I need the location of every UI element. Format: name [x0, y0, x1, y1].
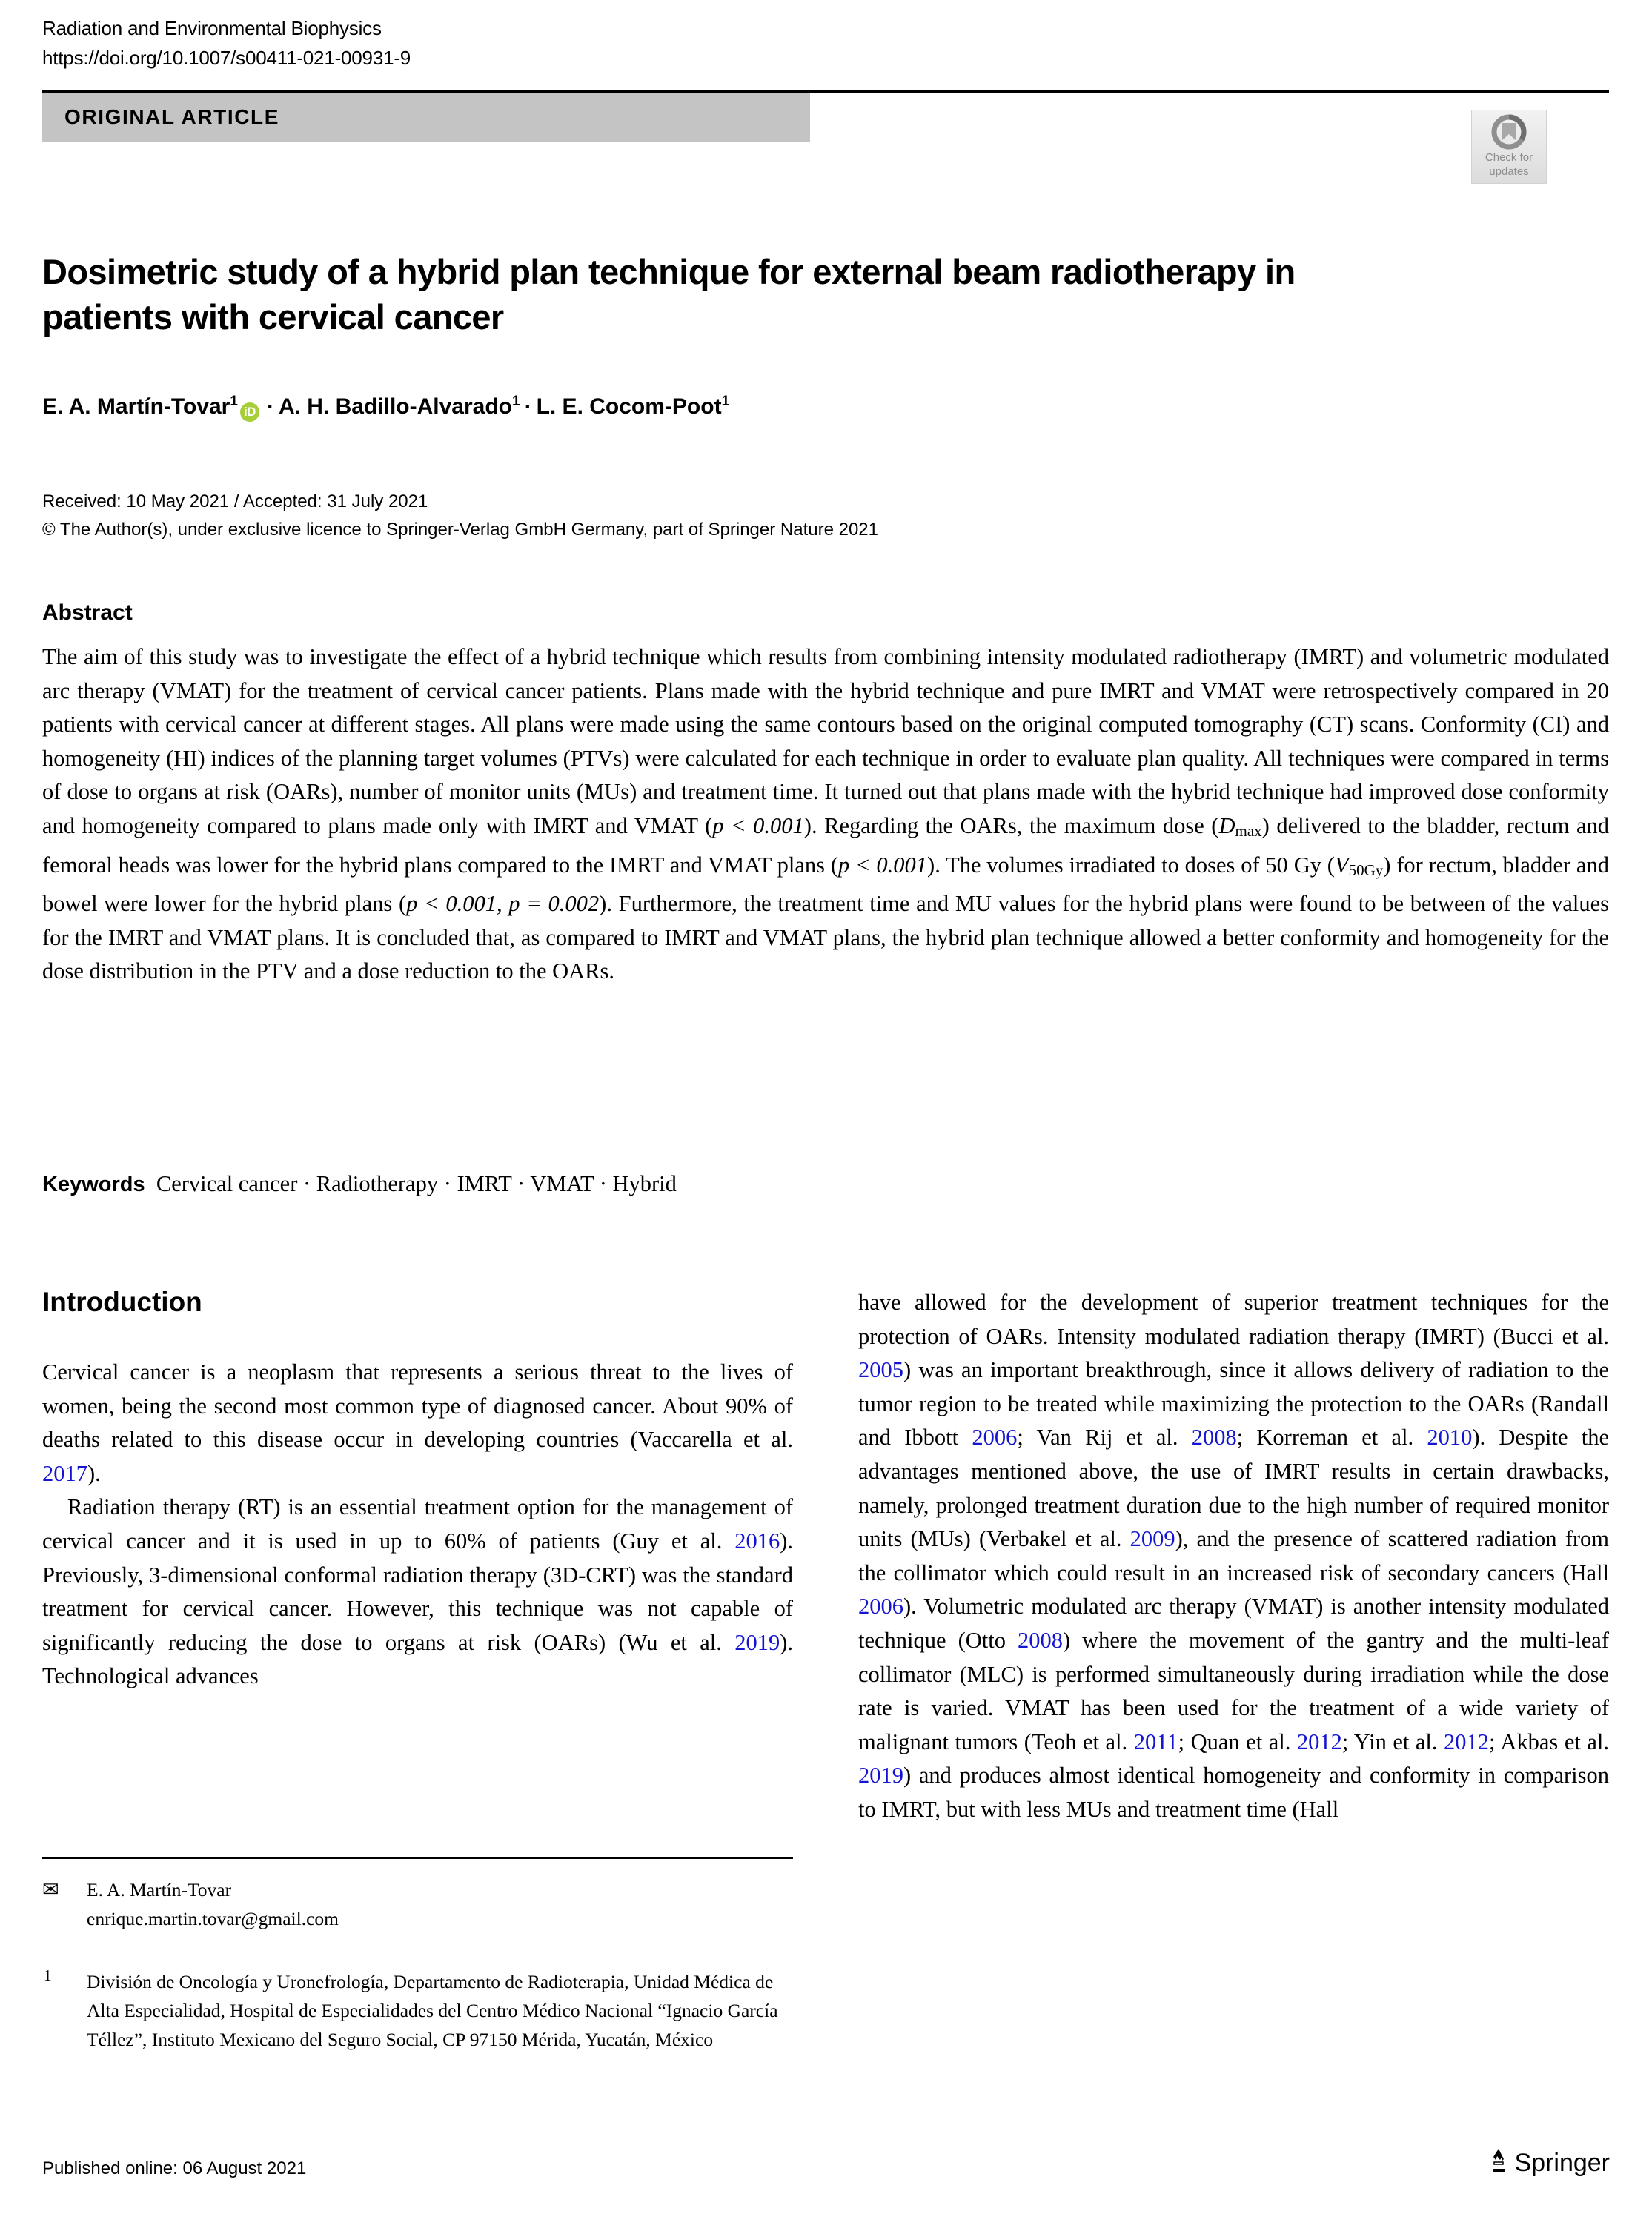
- text-run: ; Korreman et al.: [1236, 1425, 1427, 1451]
- paragraph: [858, 1286, 1609, 1827]
- abstract-pvalue-3: p < 0.001, p = 0.002: [406, 891, 600, 917]
- author-name-3[interactable]: L. E. Cocom-Poot: [536, 394, 722, 419]
- footnote-rule: [42, 1857, 793, 1859]
- crossmark-line1: Check for: [1485, 151, 1533, 164]
- citation-year[interactable]: 2011: [1133, 1728, 1178, 1754]
- affiliation-number: 1: [44, 1966, 52, 1984]
- keywords-list: Cervical cancer · Radiotherapy · IMRT · VMAT · Hybrid: [156, 1171, 677, 1196]
- text-run: ) where the movement of the gantry and the multi-leaf collimator (MLC) is performed simultaneously during irradiation while the dose rate is varied. VMAT has been used for the treatment of a wide variety of malignant tumors (Teoh et al.: [858, 1627, 1609, 1754]
- body-column-right: [858, 1286, 1609, 1827]
- author-separator-2: ·: [524, 394, 532, 419]
- citation-year[interactable]: 2012: [1296, 1728, 1342, 1754]
- running-head: [42, 13, 1080, 73]
- abstract-dmax-symbol: D: [1218, 812, 1235, 838]
- abstract-pvalue-2: p < 0.001: [837, 852, 928, 878]
- corresponding-author-email[interactable]: enrique.martin.tovar@gmail.com: [87, 1908, 339, 1929]
- author-affil-marker-3: 1: [721, 394, 730, 409]
- copyright-line: © The Author(s), under exclusive licence to Springer-Verlag GmbH Germany, part of Springer Nature 2021: [42, 520, 878, 540]
- citation-year[interactable]: 2006: [972, 1425, 1018, 1451]
- text-run: have allowed for the development of superior treatment techniques for the protection of OARs. Intensity modulated radiation therapy (IMRT) (Bucci et al.: [858, 1290, 1609, 1349]
- citation-year[interactable]: 2019: [734, 1629, 780, 1655]
- affiliation-text: División de Oncología y Uronefrología, Departamento de Radioterapia, Unidad Médica de Alta Especialidad, Hospital de Especialidades del Centro Médico Nacional “Ignacio García Téllez”, Instituto Mexicano del Seguro Social, CP 97150 Mérida, Yucatán, México: [87, 1971, 778, 2050]
- text-run: ; Quan et al.: [1178, 1728, 1297, 1754]
- corresponding-author-name: E. A. Martín-Tovar: [87, 1879, 232, 1900]
- publisher-name: Springer: [1514, 2149, 1610, 2177]
- citation-year[interactable]: 2008: [1191, 1425, 1237, 1451]
- author-name-1[interactable]: E. A. Martín-Tovar: [42, 394, 230, 419]
- publication-dates: [42, 488, 1302, 544]
- keywords: [42, 1167, 1609, 1201]
- citation-year[interactable]: 2008: [1017, 1627, 1063, 1653]
- abstract-v50-subscript: 50Gy: [1348, 861, 1384, 879]
- text-run: Radiation therapy (RT) is an essential treatment option for the management of cervical cancer and it is used in up to 60% of patients (Guy et al.: [42, 1494, 793, 1554]
- author-list: [42, 385, 1450, 423]
- paragraph: [42, 1491, 793, 1694]
- keywords-label: Keywords: [42, 1173, 145, 1196]
- crossmark-label: [1472, 150, 1546, 179]
- text-run: ) and produces almost identical homogeneity and conformity in comparison to IMRT, but with less MUs and treatment time (Hall: [858, 1763, 1609, 1822]
- journal-name: Radiation and Environmental Biophysics: [42, 17, 382, 39]
- envelope-icon: ✉: [42, 1878, 59, 1900]
- citation-year[interactable]: 2009: [1129, 1526, 1175, 1552]
- text-run: ), and the presence of scattered radiation from the collimator which could result in an increased risk of secondary cancers (Hall: [858, 1526, 1609, 1585]
- abstract-text-6: ). Furthermore, the treatment time and MU values for the hybrid plans were found to be between of the values for the IMRT and VMAT plans. It is concluded that, as compared to IMRT and VMAT plans, the hybrid plan technique allowed a better conformity and homogeneity for the dose distribution in the PTV and a dose reduction to the OARs.: [42, 891, 1609, 984]
- text-run: ; Akbas et al.: [1489, 1728, 1610, 1754]
- text-run: ; Van Rij et al.: [1017, 1425, 1192, 1451]
- text-run: ). Previously, 3-dimensional conformal radiation therapy (3D-CRT) was the standard treatment for cervical cancer. However, this technique was not capable of significantly reducing the dose to organs at risk (OARs) (Wu et al.: [42, 1528, 793, 1655]
- citation-year[interactable]: 2012: [1444, 1728, 1490, 1754]
- citation-year[interactable]: 2019: [858, 1763, 903, 1789]
- abstract-pvalue-1: p < 0.001: [712, 812, 804, 838]
- citation-year[interactable]: 2016: [734, 1528, 780, 1554]
- abstract-text-3: ) delivered to the bladder, rectum and femoral heads was lower for the hybrid plans compared to the IMRT and VMAT plans (: [42, 812, 1609, 878]
- springer-logo-icon: [1487, 2147, 1510, 2177]
- text-run: ; Yin et al.: [1341, 1728, 1444, 1754]
- abstract-body: [42, 640, 1609, 989]
- crossmark-line2: updates: [1489, 165, 1529, 178]
- citation-year[interactable]: 2010: [1427, 1425, 1473, 1451]
- author-affil-marker-2: 1: [511, 394, 520, 409]
- text-run: ). Despite the advantages mentioned above, the use of IMRT results in certain drawbacks, namely, prolonged treatment duration due to the high number of required monitor units (MUs) (Verbakel et al.: [858, 1425, 1609, 1552]
- abstract-dmax-subscript: max: [1235, 821, 1262, 840]
- corresponding-author: [42, 1875, 793, 1933]
- citation-year[interactable]: 2005: [858, 1357, 903, 1383]
- author-affil-marker-1: 1: [230, 394, 238, 409]
- author-name-2[interactable]: A. H. Badillo-Alvarado: [278, 394, 512, 419]
- check-for-updates-badge[interactable]: [1471, 110, 1547, 184]
- abstract-text-5: ) for rectum, bladder and bowel were lower for the hybrid plans (: [42, 852, 1609, 917]
- body-column-left: [42, 1286, 793, 1694]
- article-type-label: ORIGINAL ARTICLE: [64, 105, 280, 128]
- paragraph: [42, 1356, 793, 1491]
- section-heading-introduction: Introduction: [42, 1287, 202, 1317]
- text-run: ). Technological advances: [42, 1629, 793, 1689]
- abstract-text-1: The aim of this study was to investigate the effect of a hybrid technique which results from combining intensity modulated radiotherapy (IMRT) and volumetric modulated arc therapy (VMAT) for the treatment of cervical cancer patients. Plans made with the hybrid technique and pure IMRT and VMAT were retrospectively compared in 20 patients with cervical cancer at different stages. All plans were made using the same contours based on the original computed tomography (CT) scans. Conformity (CI) and homogeneity (HI) indices of the planning target volumes (PTVs) were calculated for each technique in order to evaluate plan quality. All techniques were compared in terms of dose to organs at risk (OARs), number of monitor units (MUs) and treatment time. It turned out that plans made with the hybrid technique had improved dose conformity and homogeneity compared to plans made only with IMRT and VMAT (: [42, 644, 1609, 838]
- abstract-heading: Abstract: [42, 600, 133, 625]
- abstract-text-4: ). The volumes irradiated to doses of 50 Gy (: [927, 852, 1335, 878]
- publisher-logo: [1487, 2147, 1610, 2178]
- orcid-icon[interactable]: iD: [240, 402, 259, 422]
- text-run: ) was an important breakthrough, since it allows delivery of radiation to the tumor region to be treated while maximizing the protection to the OARs (Randall and Ibbott: [858, 1357, 1609, 1451]
- citation-year[interactable]: 2006: [858, 1594, 903, 1620]
- published-online: Published online: 06 August 2021: [42, 2158, 307, 2178]
- footnote-block: [42, 1875, 793, 2054]
- abstract-v50-symbol: V: [1334, 852, 1349, 878]
- abstract-text-2: ). Regarding the OARs, the maximum dose (: [803, 812, 1219, 838]
- article-type-banner: [42, 93, 810, 142]
- doi-link[interactable]: https://doi.org/10.1007/s00411-021-00931-9: [42, 47, 411, 69]
- affiliation-entry: [42, 1967, 793, 2054]
- crossmark-icon: [1491, 114, 1527, 150]
- page-title: Dosimetric study of a hybrid plan technique for external beam radiotherapy in patients with cervical cancer: [42, 252, 1296, 337]
- author-separator-1: ·: [266, 394, 274, 419]
- text-run: Cervical cancer is a neoplasm that represents a serious threat to the lives of women, being the second most common type of diagnosed cancer. About 90% of deaths related to this disease occur in developing countries (Vaccarella et al.: [42, 1359, 793, 1453]
- received-accepted-line: Received: 10 May 2021 / Accepted: 31 July 2021: [42, 491, 428, 511]
- citation-year[interactable]: 2017: [42, 1460, 87, 1486]
- text-run: ). Volumetric modulated arc therapy (VMAT) is another intensity modulated technique (Otto: [858, 1594, 1609, 1653]
- text-run: ).: [87, 1460, 101, 1486]
